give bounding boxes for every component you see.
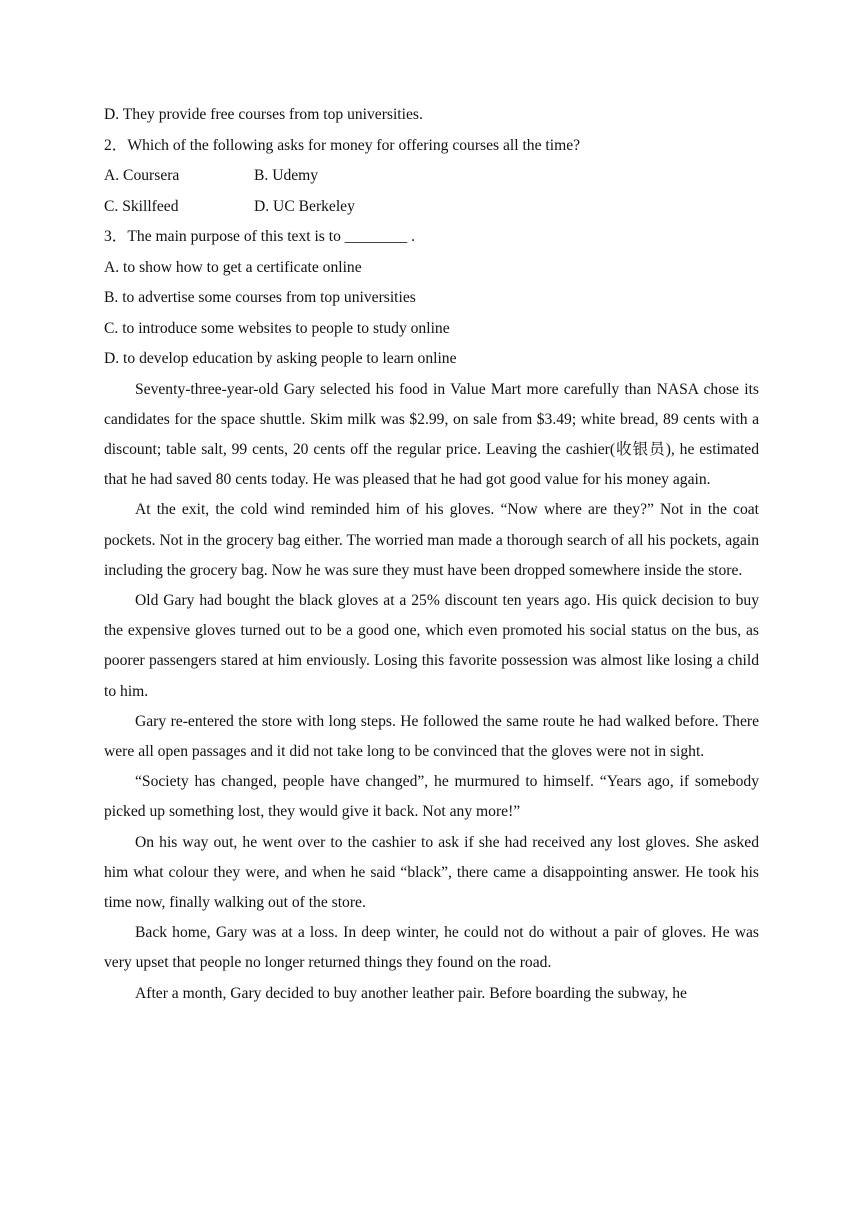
q2-option-d: D. UC Berkeley — [254, 197, 355, 215]
passage-paragraph-8: After a month, Gary decided to buy another leather pair. Before boarding the subway, he — [135, 984, 687, 1002]
passage-paragraph-4: Gary re-entered the store with long steps. He followed the same route he had walked before. There were all open passages and it did not take long to be convinced that the gloves were not in sight. — [104, 712, 759, 760]
q3-stem: 3．The main purpose of this text is to ________ . — [104, 228, 415, 245]
passage-paragraph-2: At the exit, the cold wind reminded him of his gloves. “Now where are they?” Not in the coat pockets. Not in the grocery bag either. The worried man made a thorough search of all his pockets, again including the grocery bag. Now he was sure they must have been dropped somewhere inside the store. — [104, 501, 759, 579]
q2-options-row-1 — [104, 161, 759, 192]
q2-option-b: B. Udemy — [254, 167, 319, 184]
passage-paragraph-6: On his way out, he went over to the cashier to ask if she had received any lost gloves. She asked him what colour they were, and when he said “black”, there came a disappointing answer. He took his time now, finally walking out of the store. — [104, 833, 759, 911]
reading-passage — [104, 375, 759, 1009]
q2-options-row-2 — [104, 192, 759, 223]
q1-option-d: D. They provide free courses from top universities. — [104, 106, 423, 123]
passage-paragraph-1: Seventy-three-year-old Gary selected his food in Value Mart more carefully than NASA chose its candidates for the space shuttle. Skim milk was $2.99, on sale from $3.49; white bread, 89 cents with a discount; table salt, 99 cents, 20 cents off the regular price. Leaving the cashier(收银员), he estimated that he had saved 80 cents today. He was pleased that he had got good value for his money again. — [104, 380, 759, 489]
passage-paragraph-7: Back home, Gary was at a loss. In deep winter, he could not do without a pair of gloves. He was very upset that people no longer returned things they found on the road. — [104, 924, 759, 972]
q2-option-a: A. Coursera — [104, 167, 180, 184]
q3-option-d: D. to develop education by asking people to learn online — [104, 350, 457, 367]
passage-paragraph-3: Old Gary had bought the black gloves at a 25% discount ten years ago. His quick decision to buy the expensive gloves turned out to be a good one, which even promoted his social status on the bus, as poorer passengers stared at him enviously. Losing this favorite possession was almost like losing a child to him. — [104, 591, 759, 700]
q2-option-c: C. Skillfeed — [104, 197, 179, 215]
q3-option-a: A. to show how to get a certificate online — [104, 258, 362, 276]
passage-paragraph-5: “Society has changed, people have changed”, he murmured to himself. “Years ago, if somebody picked up something lost, they would give it back. Not any more!” — [104, 773, 759, 821]
q2-stem: 2．Which of the following asks for money for offering courses all the time? — [104, 136, 581, 154]
document-page — [104, 100, 759, 1009]
q3-option-c: C. to introduce some websites to people to study online — [104, 319, 450, 337]
q3-option-b: B. to advertise some courses from top universities — [104, 289, 416, 306]
